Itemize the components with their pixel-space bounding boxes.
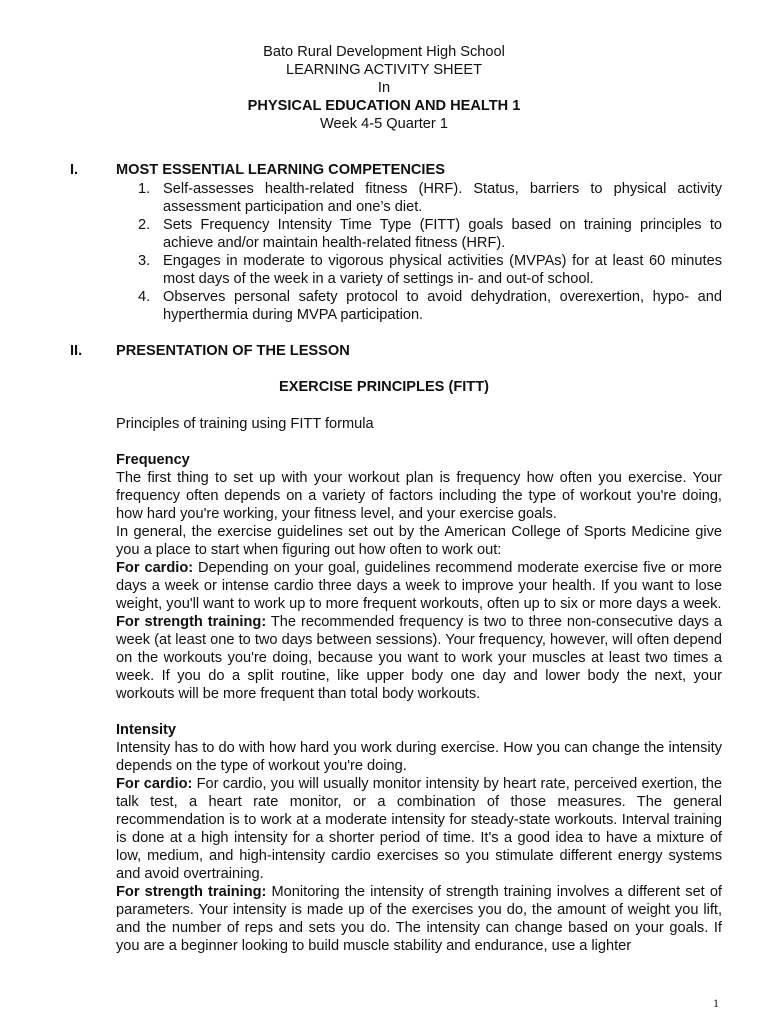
strength-text: Monitoring the intensity of strength training involves a different set of parameters. Your intensity is made up of the exercises you do, the amount of weight you lift, and the number of reps and sets you do. The intensity can change based on your goals. If you are a beginner looking to build muscle stability and endurance, use a lighter — [116, 884, 722, 954]
strength-label: For strength training: — [116, 614, 267, 630]
intro-paragraph: Principles of training using FITT formula — [116, 416, 374, 432]
sheet-title: LEARNING ACTIVITY SHEET — [286, 62, 482, 78]
strength-label: For strength training: — [116, 884, 267, 900]
frequency-paragraph-1: The first thing to set up with your workout plan is frequency how often you exercise. Your frequency often depends on a variety of factors including the type of workout you're doing, how hard you're working, your fitness level, and your exercise goals. — [116, 470, 722, 522]
section-2-title: PRESENTATION OF THE LESSON — [116, 343, 350, 359]
section-1-number: I. — [70, 162, 79, 178]
intensity-strength-paragraph — [116, 883, 722, 955]
frequency-heading: Frequency — [116, 452, 190, 468]
competencies-list — [116, 180, 722, 324]
list-item-number: 4. — [138, 289, 151, 305]
intensity-paragraph-1: Intensity has to do with how hard you work during exercise. How you can change the intensity depends on the type of workout you're doing. — [116, 740, 722, 774]
list-item-text: Self-assesses health-related fitness (HRF). Status, barriers to physical activity assessment participation and one’s diet. — [163, 181, 722, 215]
school-name: Bato Rural Development High School — [263, 44, 505, 60]
lesson-body — [116, 415, 722, 955]
document-header — [0, 43, 768, 133]
cardio-label: For cardio: — [116, 776, 193, 792]
cardio-label: For cardio: — [116, 560, 194, 576]
in-label: In — [377, 80, 391, 96]
list-item — [116, 288, 722, 324]
list-item-text: Sets Frequency Intensity Time Type (FITT) goals based on training principles to achieve and/or maintain health-related fitness (HRF). — [163, 217, 722, 251]
frequency-strength-paragraph — [116, 613, 722, 703]
list-item — [116, 180, 722, 216]
cardio-text: For cardio, you will usually monitor intensity by heart rate, perceived exertion, the talk test, a heart rate monitor, or a combination of those measures. The general recommendation is to work at a moderate intensity for steady-state workouts. Interval training is done at a high intensity for a shorter period of time. It's a good idea to have a mixture of low, medium, and high-intensity cardio exercises so you stimulate different energy systems and avoid overtraining. — [116, 776, 722, 882]
strength-text: The recommended frequency is two to three non-consecutive days a week (at least one to two days between sessions). Your frequency, however, will often depend on the workouts you're doing, because you want to work your muscles at least two times a week. If you do a split routine, like upper body one day and lower body the next, your workouts will be more frequent than total body workouts. — [116, 614, 722, 702]
list-item-number: 3. — [138, 253, 151, 269]
intensity-heading: Intensity — [116, 722, 177, 738]
cardio-text: Depending on your goal, guidelines recommend moderate exercise five or more days a week or intense cardio three days a week to improve your health. If you want to lose weight, you'll want to work up to more frequent workouts, often up to six or more days a week. — [116, 560, 723, 612]
section-1-title: MOST ESSENTIAL LEARNING COMPETENCIES — [116, 162, 445, 178]
section-2-number: II. — [70, 343, 83, 359]
list-item-number: 1. — [138, 181, 151, 197]
frequency-paragraph-2: In general, the exercise guidelines set out by the American College of Sports Medicine give you a place to start when figuring out how often to work out: — [116, 524, 722, 558]
list-item — [116, 252, 722, 288]
lesson-title: EXERCISE PRINCIPLES (FITT) — [278, 379, 489, 395]
page-number: 1 — [713, 996, 719, 1010]
section-2-heading — [70, 342, 350, 360]
week-quarter: Week 4-5 Quarter 1 — [320, 116, 448, 132]
intensity-cardio-paragraph — [116, 775, 722, 883]
list-item-text: Engages in moderate to vigorous physical activities (MVPAs) for at least 60 minutes most days of the week in a variety of settings in- and out-of school. — [163, 253, 722, 287]
section-1-heading — [70, 161, 445, 179]
list-item-number: 2. — [138, 217, 151, 233]
subject-title: PHYSICAL EDUCATION AND HEALTH 1 — [247, 98, 521, 114]
frequency-cardio-paragraph — [116, 559, 722, 613]
list-item-text: Observes personal safety protocol to avoid dehydration, overexertion, hypo- and hyperthermia during MVPA participation. — [163, 289, 722, 323]
list-item — [116, 216, 722, 252]
